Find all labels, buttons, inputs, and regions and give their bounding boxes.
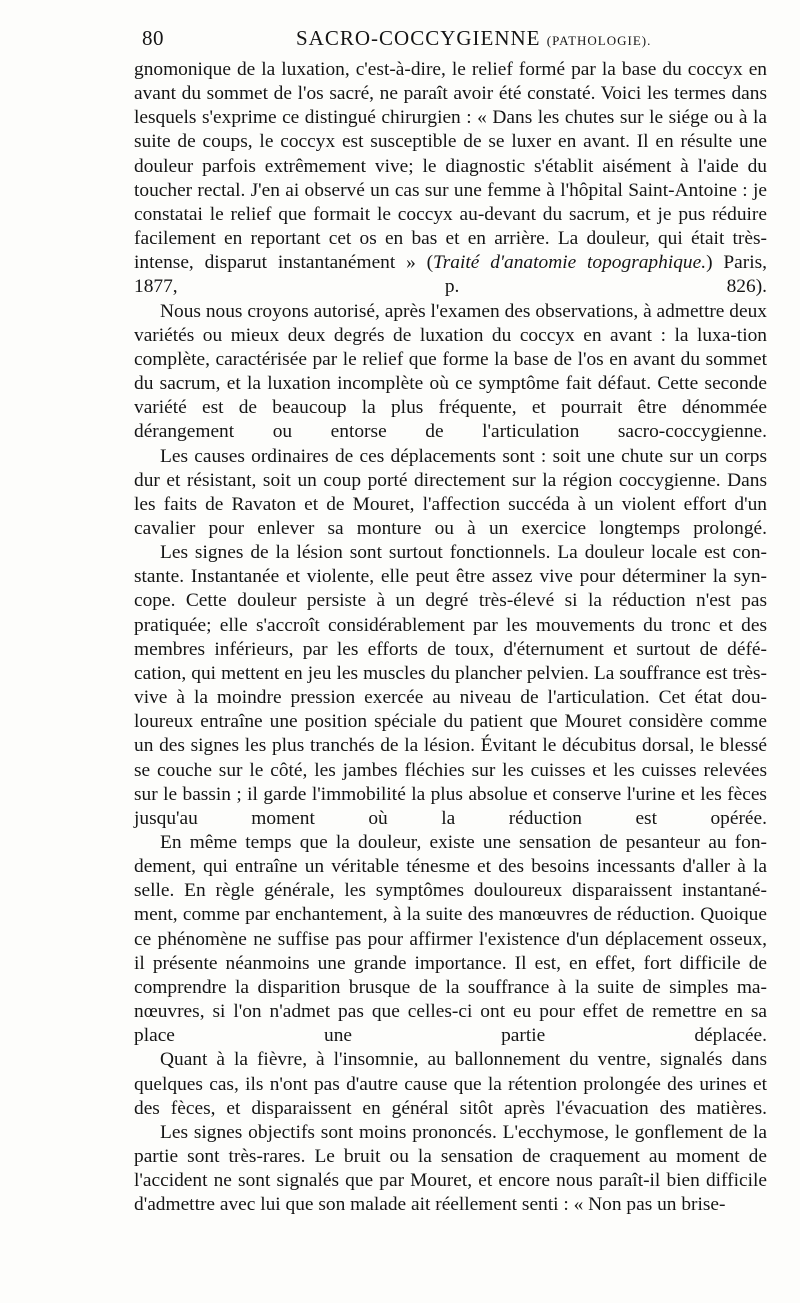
text-line: l'aide du toucher rectal. J'en ai observé un cas sur une femme à l'hôpital Saint- <box>134 155 767 201</box>
text-line: dur et résistant, soit un coup porté directement sur la région coccygienne. Dans <box>134 469 767 491</box>
text-line: résulte une douleur parfois extrêmement vive; le diagnostic s'établit aisément à <box>134 131 767 177</box>
text-line: Antoine : je constatai le relief que formait le coccyx au-devant du sacrum, et je <box>134 179 767 225</box>
text-line: relevées sur le bassin ; il garde l'immobilité la plus absolue et conserve l'urine <box>134 759 767 805</box>
text-line: dans quelques cas, ils n'ont pas d'autre cause que la rétention prolongée des <box>134 1049 767 1095</box>
text-line: Paris, 1877, p. 826). <box>134 252 767 298</box>
text-line: dérangement ou entorse de l'articulation sacro-coccygienne. <box>134 421 767 443</box>
page-number: 80 <box>142 26 164 50</box>
text-line: Nous nous croyons autorisé, après l'examen des observations, à admettre <box>160 300 725 322</box>
text-line: selle. En règle générale, les symptômes douloureux disparaissent instantané- <box>134 880 767 902</box>
text-line: Quant à la fièvre, à l'insomnie, au ballonnement du ventre, signalés <box>160 1049 723 1071</box>
text-line: dement, qui entraîne un véritable ténesme et des besoins incessants d'aller à la <box>134 856 767 878</box>
page-header <box>138 26 763 54</box>
text-line: En même temps que la douleur, existe une sensation de pesanteur au fon- <box>160 832 767 853</box>
text-line: pus réduire facilement en reportant cet os en bas et en arrière. La douleur, qui <box>134 203 767 250</box>
paragraph <box>134 541 767 831</box>
text-line: sommet du sacrum, et la luxation incomplète où ce symptôme fait défaut. Cette <box>134 348 767 395</box>
running-head <box>296 26 651 51</box>
text-line: comprendre la disparition brusque de la souffrance à la suite de simples ma- <box>134 976 767 998</box>
text-line: ment, comme par enchantement, à la suite des manœuvres de réduction. Quoique <box>134 904 767 926</box>
text-line: Les signes objectifs sont moins prononcés. L'ecchymose, le gonflement de la <box>160 1121 767 1143</box>
paragraph-continuation <box>134 58 767 300</box>
text-line: stante. Instantanée et violente, elle peut être assez vive pour déterminer la syn- <box>134 566 767 588</box>
text-line: cation, qui mettent en jeu les muscles du plancher pelvien. La souffrance est <box>134 662 728 684</box>
text-line: partie sont très-rares. Le bruit ou la sensation de craquement au moment de <box>134 1146 767 1168</box>
text-line: matières. <box>696 1097 768 1119</box>
text-line: d'admettre avec lui que son malade ait réellement senti : « Non pas un brise- <box>134 1194 726 1216</box>
text-line: nœuvres, si l'on n'admet pas que celles-ci ont eu pour effet de remettre en sa <box>134 1001 767 1023</box>
paragraph <box>134 1121 767 1218</box>
text-line: urines et des fèces, et disparaissent en général sitôt après l'évacuation des <box>134 1073 767 1119</box>
body-text <box>134 58 767 1218</box>
paragraph <box>134 831 767 1048</box>
text-line: il présente néanmoins une grande importance. Il est, en effet, fort difficile de <box>134 952 767 974</box>
text-line: deux variétés ou mieux deux degrés de luxation du coccyx en avant : la luxa- <box>134 300 767 346</box>
text-line: et les fèces jusqu'au moment où la réduction est opérée. <box>134 783 767 829</box>
text-line: avant du sommet de l'os sacré, ne paraît avoir été constaté. Voici les termes <box>134 83 726 105</box>
text-line: pratiquée; elle s'accroît considérablement par les mouvements du tronc et des <box>134 614 767 636</box>
text-line: ce phénomène ne suffise pas pour affirmer l'existence d'un déplacement osseux, <box>134 928 767 950</box>
text-line: très-vive à la moindre pression exercée au niveau de l'articulation. Cet état dou- <box>134 662 767 709</box>
text-line: gnomonique de la luxation, c'est-à-dire, le relief formé par la base du coccyx en <box>134 59 767 80</box>
text-line: l'accident ne sont signalés que par Mouret, et encore nous paraît-il bien difficile <box>134 1170 767 1192</box>
running-title: SACRO-COCCYGIENNE <box>296 26 541 50</box>
text-line: un des signes les plus tranchés de la lésion. Évitant le décubitus dorsal, le <box>134 735 714 757</box>
citation-title: Traité d'anatomie topographique. <box>433 252 707 274</box>
paragraph <box>134 300 767 445</box>
text-line: les faits de Ravaton et de Mouret, l'affection succéda à un violent effort d'un <box>134 493 767 515</box>
text-line: loureux entraîne une position spéciale du patient que Mouret considère comme <box>134 711 767 733</box>
text-line: Les signes de la lésion sont surtout fonctionnels. La douleur locale est con- <box>160 542 767 564</box>
closing-parenthesis: ) <box>706 252 713 274</box>
text-line: Les causes ordinaires de ces déplacements sont : soit une chute sur un corps <box>160 445 767 467</box>
text-line: cavalier pour enlever sa monture ou à un exercice longtemps prolongé. <box>134 517 767 539</box>
text-line: seconde variété est de beaucoup la plus fréquente, et pourrait être dénommée <box>134 373 767 419</box>
running-subtitle: (PATHOLOGIE). <box>546 33 652 48</box>
text-line: place une partie déplacée. <box>134 1025 767 1047</box>
text-line: dans lesquels s'exprime ce distingué chirurgien : « Dans les chutes sur le siége <box>134 83 767 129</box>
paragraph <box>134 445 767 542</box>
text-line: membres inférieurs, par les efforts de toux, d'éternument et surtout de défé- <box>134 638 767 660</box>
paragraph <box>134 1048 767 1120</box>
text-line: était très-intense, disparut instantanément » ( <box>134 228 767 274</box>
text-line: cope. Cette douleur persiste à un degré très-élevé si la réduction n'est pas <box>134 590 767 612</box>
text-line: blessé se couche sur le côté, les jambes fléchies sur les cuisses et les cuisses <box>134 735 768 781</box>
text-line: ou à la suite de coups, le coccyx est susceptible de se luxer en avant. Il en <box>134 107 767 153</box>
text-line: tion complète, caractérisée par le relief que forme la base de l'os en avant du <box>134 324 767 370</box>
